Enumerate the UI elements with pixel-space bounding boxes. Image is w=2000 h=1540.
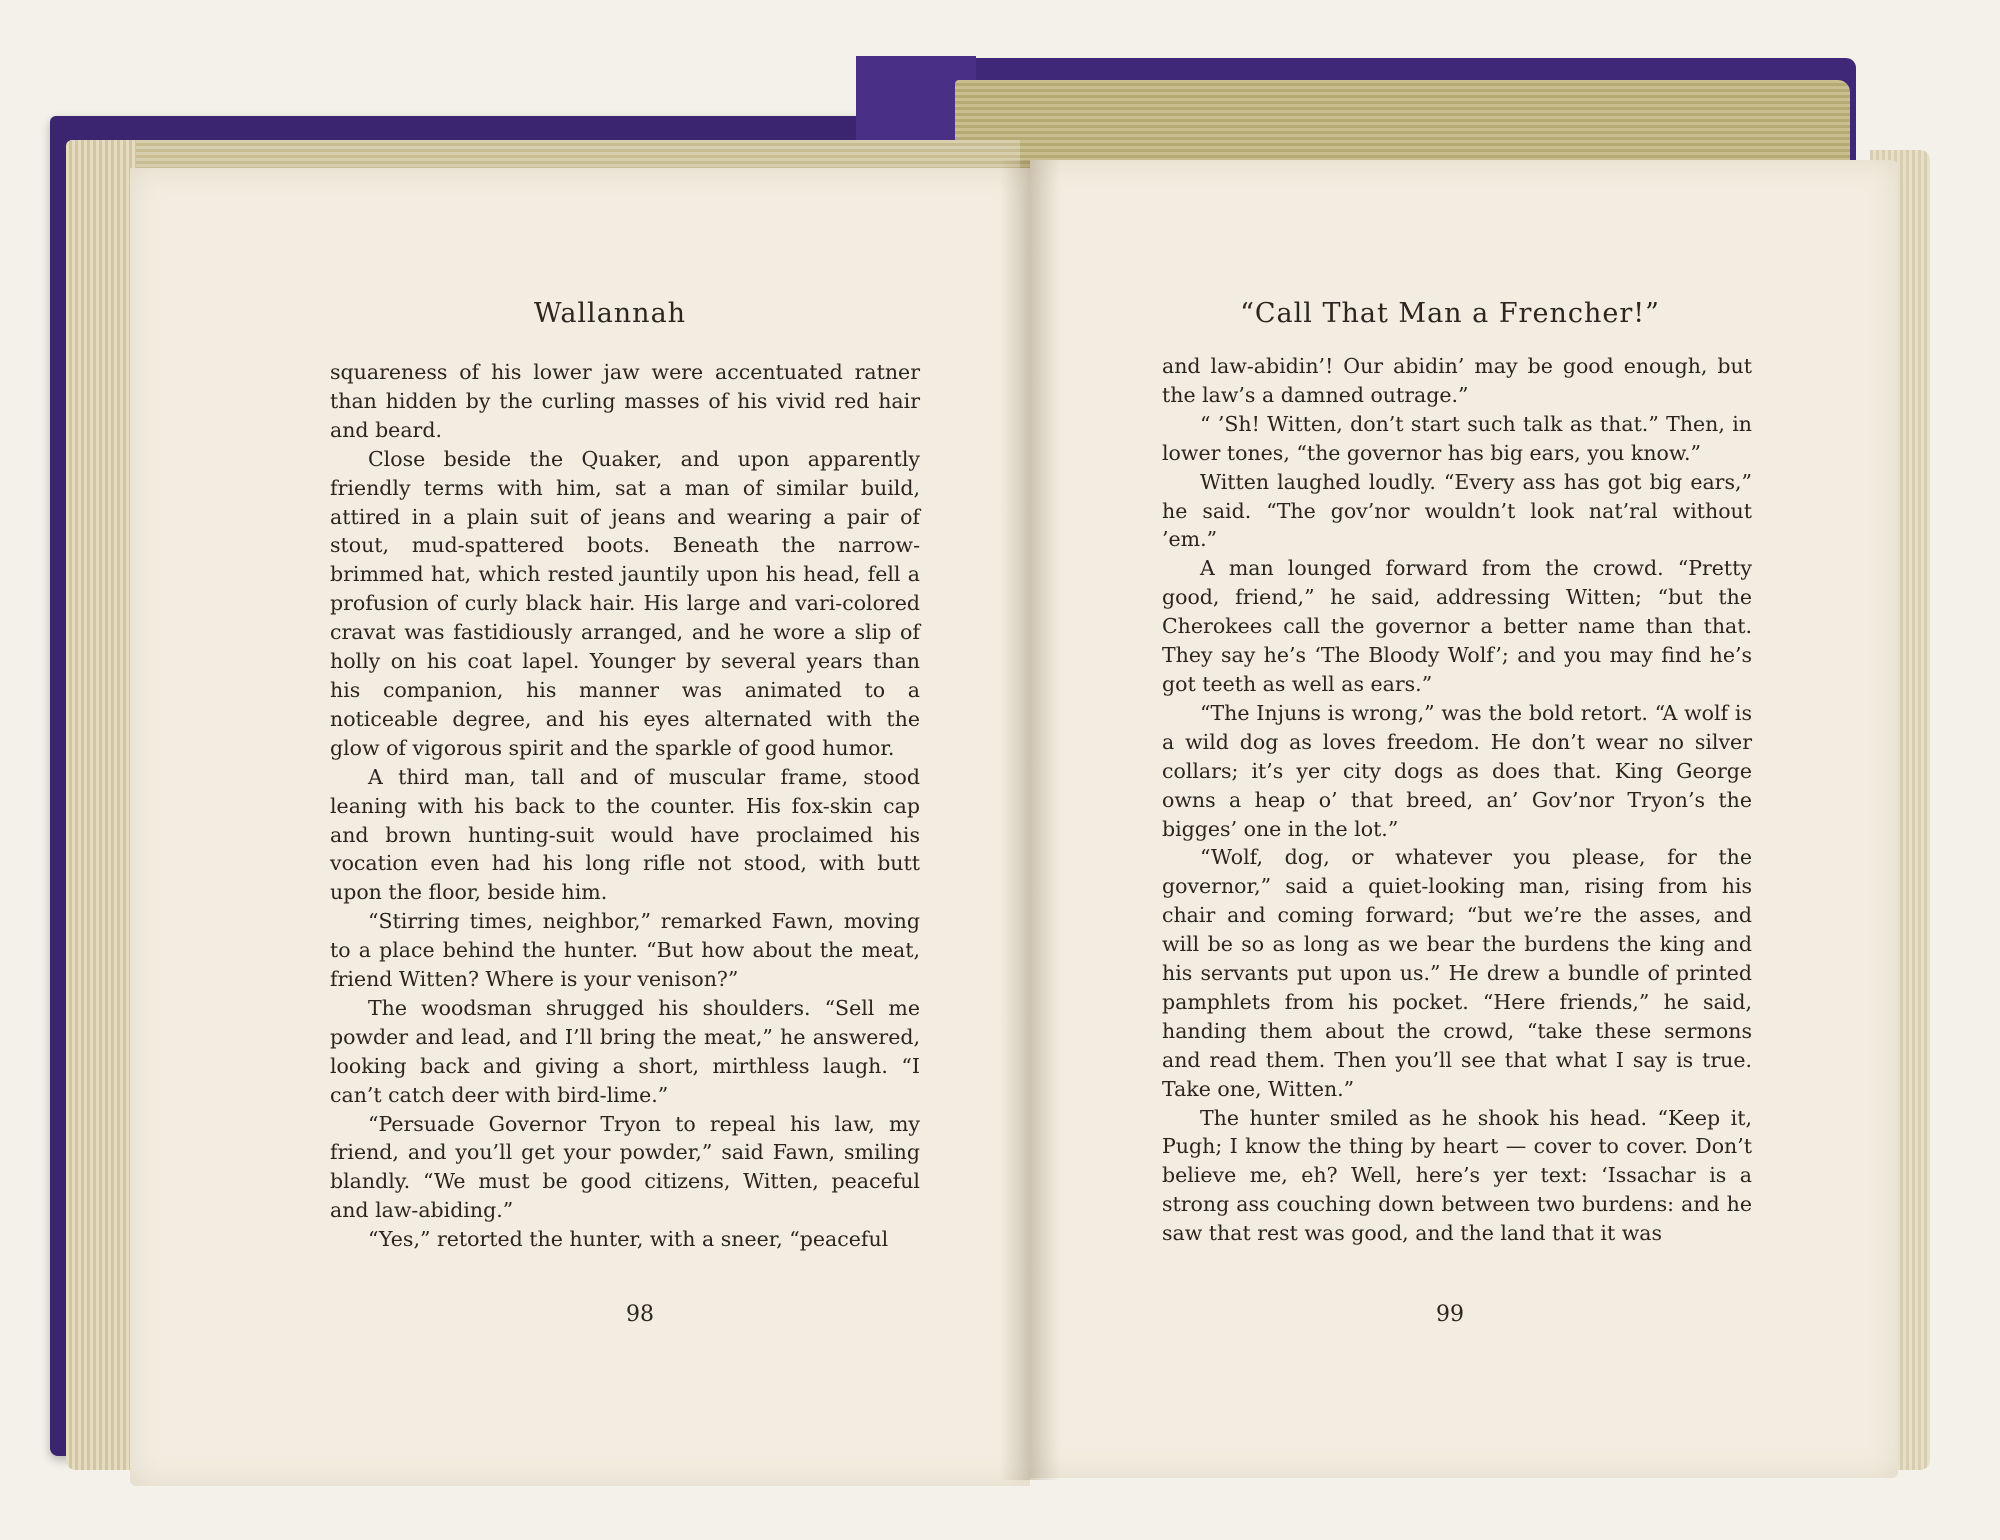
- paragraph: “ ’Sh! Witten, don’t start such talk as that.” Then, in lower tones, “the governor has big ears, you know.”: [1162, 411, 1752, 465]
- paragraph: “Stirring times, neighbor,” remarked Fawn, moving to a place behind the hunter. “But how about the meat, friend Witten? Where is your venison?”: [330, 909, 920, 992]
- paragraph: Witten laughed loudly. “Every ass has got big ears,” he said. “The gov’nor wouldn’t look nat’ral without ’em.”: [1162, 469, 1752, 552]
- paragraph: Close beside the Quaker, and upon apparently friendly terms with him, sat a man of similar build, attired in a plain suit of jeans and wearing a pair of stout, mud-spattered boots. Beneath the narrow-brimmed hat, which rested jauntily upon his head, fell a profusion of curly black hair. His large and vari-colored cravat was fastidiously arranged, and he wore a slip of holly on his coat lapel. Younger by several years than his companion, his manner was animated to a noticeable degree, and his eyes alternated with the glow of vigorous spirit and the sparkle of good humor.: [330, 446, 920, 760]
- gilt-page-edge: [955, 80, 1850, 170]
- book-gutter: [1000, 160, 1060, 1480]
- paragraph: “The Injuns is wrong,” was the bold retort. “A wolf is a wild dog as loves freedom. He don’t wear no silver collars; it’s yer city dogs as does that. King George owns a heap o’ that breed, an’ Gov’nor Tryon’s the bigges’ one in the lot.”: [1162, 700, 1752, 841]
- left-running-head: Wallannah: [533, 298, 687, 329]
- fore-edge-left: [66, 140, 136, 1470]
- paragraph: A third man, tall and of muscular frame, stood leaning with his back to the counter. His fox-skin cap and brown hunting-suit would have proclaimed his vocation even had his long rifle not stood, with butt upon the floor, beside him.: [330, 764, 920, 905]
- paragraph: “Yes,” retorted the hunter, with a sneer, “peaceful: [368, 1227, 889, 1252]
- paragraph: “Wolf, dog, or whatever you please, for the governor,” said a quiet-looking man, rising from his chair and coming forward; “but we’re the asses, and will be so as long as we bear the burdens the king and his servants put upon us.” He drew a bundle of printed pamphlets from his pocket. “Here friends,” he said, handing them about the crowd, “take these sermons and read them. Then you’ll see that what I say is true. Take one, Witten.”: [1162, 845, 1752, 1101]
- right-running-head: “Call That Man a Frencher!”: [1240, 298, 1660, 329]
- left-page-text: [330, 358, 920, 1254]
- page-number-right: 99: [1436, 1302, 1464, 1327]
- paragraph: The hunter smiled as he shook his head. “Keep it, Pugh; I know the thing by heart — cover to cover. Don’t believe me, eh? Well, here’s yer text: ‘Issachar is a strong ass couching down between two burdens: and he saw that rest was good, and the land that it was: [1162, 1105, 1752, 1246]
- paragraph: “Persuade Governor Tryon to repeal his law, my friend, and you’ll get your powder,” said Fawn, smiling blandly. “We must be good citizens, Witten, peaceful and law-abiding.”: [330, 1111, 920, 1223]
- paragraph: The woodsman shrugged his shoulders. “Sell me powder and lead, and I’ll bring the meat,” he answered, looking back and giving a short, mirthless laugh. “I can’t catch deer with bird-lime.”: [330, 995, 920, 1107]
- page-number-left: 98: [626, 1302, 654, 1327]
- paragraph: squareness of his lower jaw were accentuated ratner than hidden by the curling masses of his vivid red hair and beard.: [330, 360, 920, 442]
- paragraph: A man lounged forward from the crowd. “Pretty good, friend,” he said, addressing Witten; “but the Cherokees call the governor a better name than that. They say he’s ‘The Bloody Wolf’; and you may find he’s got teeth as well as ears.”: [1162, 556, 1752, 696]
- paragraph: and law-abidin’! Our abidin’ may be good enough, but the law’s a damned outrage.”: [1162, 354, 1752, 407]
- right-page-text: [1162, 352, 1752, 1248]
